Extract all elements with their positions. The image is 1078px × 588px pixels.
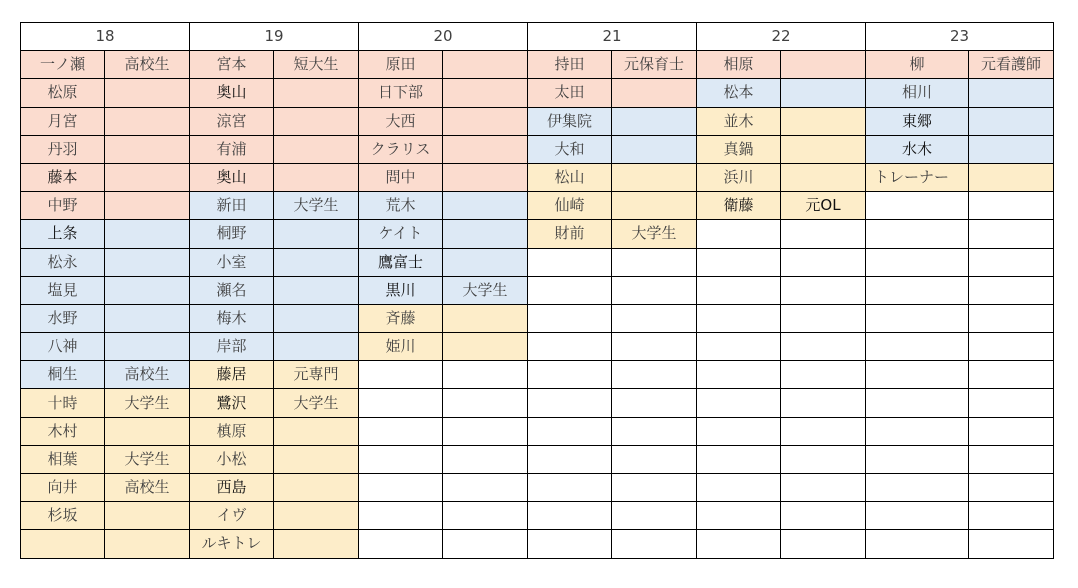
name-cell[interactable] — [697, 474, 781, 502]
name-cell[interactable] — [528, 276, 612, 304]
name-cell[interactable]: 日下部 — [359, 79, 443, 107]
note-cell[interactable] — [443, 163, 528, 191]
note-cell[interactable] — [443, 445, 528, 473]
note-cell[interactable]: 大学生 — [274, 192, 359, 220]
name-cell[interactable] — [866, 417, 969, 445]
name-cell[interactable] — [528, 304, 612, 332]
name-cell[interactable]: 新田 — [190, 192, 274, 220]
name-cell[interactable]: 問中 — [359, 163, 443, 191]
note-cell[interactable] — [443, 304, 528, 332]
name-cell[interactable]: 柳 — [866, 51, 969, 79]
name-cell[interactable]: 相葉 — [21, 445, 105, 473]
name-cell[interactable]: 姫川 — [359, 333, 443, 361]
note-cell[interactable] — [612, 192, 697, 220]
note-cell[interactable] — [274, 502, 359, 530]
note-cell[interactable] — [969, 135, 1054, 163]
note-cell[interactable] — [969, 389, 1054, 417]
note-cell[interactable]: 元看護師 — [969, 51, 1054, 79]
note-cell[interactable] — [781, 51, 866, 79]
note-cell[interactable]: 元OL — [781, 192, 866, 220]
name-cell[interactable]: 桐野 — [190, 220, 274, 248]
name-cell[interactable]: 松本 — [697, 79, 781, 107]
name-cell[interactable] — [359, 530, 443, 558]
table-row — [21, 474, 1054, 502]
note-cell[interactable] — [612, 276, 697, 304]
note-cell[interactable] — [612, 502, 697, 530]
note-cell[interactable] — [781, 361, 866, 389]
note-cell[interactable] — [781, 417, 866, 445]
name-cell[interactable]: 並木 — [697, 107, 781, 135]
note-cell[interactable] — [274, 276, 359, 304]
name-cell[interactable]: 丹羽 — [21, 135, 105, 163]
name-cell[interactable] — [866, 530, 969, 558]
note-cell[interactable] — [105, 530, 190, 558]
note-cell[interactable] — [781, 248, 866, 276]
name-cell[interactable]: 大和 — [528, 135, 612, 163]
name-cell[interactable] — [21, 530, 105, 558]
note-cell[interactable] — [443, 333, 528, 361]
name-cell[interactable]: 財前 — [528, 220, 612, 248]
note-cell[interactable] — [443, 51, 528, 79]
note-cell[interactable] — [969, 163, 1054, 191]
name-cell[interactable]: 藤居 — [190, 361, 274, 389]
name-cell[interactable]: 宮本 — [190, 51, 274, 79]
note-cell[interactable]: 大学生 — [612, 220, 697, 248]
name-cell[interactable] — [697, 502, 781, 530]
note-cell[interactable] — [443, 248, 528, 276]
table-row — [21, 79, 1054, 107]
name-cell[interactable]: 一ノ瀬 — [21, 51, 105, 79]
note-cell[interactable] — [969, 248, 1054, 276]
name-cell[interactable] — [866, 389, 969, 417]
table-row — [21, 417, 1054, 445]
note-cell[interactable] — [274, 417, 359, 445]
name-cell[interactable]: イヴ — [190, 502, 274, 530]
note-cell[interactable] — [274, 530, 359, 558]
table-row — [21, 135, 1054, 163]
note-cell[interactable] — [443, 79, 528, 107]
note-cell[interactable] — [969, 276, 1054, 304]
note-cell[interactable] — [105, 304, 190, 332]
name-cell[interactable]: 相川 — [866, 79, 969, 107]
name-cell[interactable]: 八神 — [21, 333, 105, 361]
note-cell[interactable] — [612, 107, 697, 135]
note-cell[interactable] — [969, 107, 1054, 135]
name-cell[interactable]: 水野 — [21, 304, 105, 332]
name-cell[interactable] — [866, 248, 969, 276]
name-cell[interactable]: 水木 — [866, 135, 969, 163]
note-cell[interactable] — [969, 361, 1054, 389]
name-cell[interactable] — [697, 530, 781, 558]
note-cell[interactable] — [781, 445, 866, 473]
age-header-cell[interactable]: 21 — [528, 23, 697, 51]
note-cell[interactable] — [781, 530, 866, 558]
note-cell[interactable] — [105, 248, 190, 276]
name-cell[interactable]: 木村 — [21, 417, 105, 445]
name-cell[interactable]: 小室 — [190, 248, 274, 276]
name-cell[interactable]: 松山 — [528, 163, 612, 191]
name-cell[interactable]: 塩見 — [21, 276, 105, 304]
name-cell[interactable]: ケイト — [359, 220, 443, 248]
name-cell[interactable] — [528, 474, 612, 502]
name-cell[interactable] — [528, 417, 612, 445]
note-cell[interactable] — [274, 445, 359, 473]
name-cell[interactable] — [866, 276, 969, 304]
name-cell[interactable]: 中野 — [21, 192, 105, 220]
note-cell[interactable] — [274, 163, 359, 191]
age-header-cell[interactable]: 18 — [21, 23, 190, 51]
name-cell[interactable]: 真鍋 — [697, 135, 781, 163]
table-row — [21, 304, 1054, 332]
note-cell[interactable] — [612, 417, 697, 445]
note-cell[interactable] — [274, 220, 359, 248]
note-cell[interactable] — [105, 192, 190, 220]
name-cell[interactable]: クラリス — [359, 135, 443, 163]
name-cell[interactable] — [697, 333, 781, 361]
note-cell[interactable] — [781, 474, 866, 502]
note-cell[interactable] — [781, 333, 866, 361]
name-cell[interactable]: 斉藤 — [359, 304, 443, 332]
table-row — [21, 389, 1054, 417]
name-cell[interactable] — [359, 502, 443, 530]
note-cell[interactable] — [969, 530, 1054, 558]
table-row — [21, 107, 1054, 135]
note-cell[interactable] — [969, 333, 1054, 361]
name-cell[interactable]: 相原 — [697, 51, 781, 79]
note-cell[interactable] — [274, 333, 359, 361]
name-cell[interactable] — [528, 248, 612, 276]
name-cell[interactable] — [359, 361, 443, 389]
note-cell[interactable]: 元保育士 — [612, 51, 697, 79]
age-header-cell[interactable]: 22 — [697, 23, 866, 51]
name-cell[interactable]: 伊集院 — [528, 107, 612, 135]
note-cell[interactable]: 大学生 — [443, 276, 528, 304]
name-cell[interactable] — [359, 474, 443, 502]
note-cell[interactable] — [969, 445, 1054, 473]
note-cell[interactable]: 短大生 — [274, 51, 359, 79]
note-cell[interactable] — [274, 474, 359, 502]
name-cell[interactable]: 向井 — [21, 474, 105, 502]
name-cell[interactable]: 持田 — [528, 51, 612, 79]
table-row — [21, 276, 1054, 304]
name-cell[interactable] — [697, 248, 781, 276]
note-cell[interactable] — [612, 135, 697, 163]
name-cell[interactable] — [866, 304, 969, 332]
note-cell[interactable] — [612, 530, 697, 558]
table-row — [21, 192, 1054, 220]
age-header-cell[interactable]: 19 — [190, 23, 359, 51]
name-cell[interactable] — [697, 361, 781, 389]
table-row — [21, 333, 1054, 361]
note-cell[interactable] — [443, 417, 528, 445]
note-cell[interactable] — [612, 304, 697, 332]
name-cell[interactable]: トレーナー — [866, 163, 969, 191]
name-cell[interactable]: 大西 — [359, 107, 443, 135]
name-cell[interactable] — [359, 389, 443, 417]
note-cell[interactable] — [105, 135, 190, 163]
note-cell[interactable] — [969, 474, 1054, 502]
name-cell[interactable]: 浜川 — [697, 163, 781, 191]
name-cell[interactable]: 月宮 — [21, 107, 105, 135]
name-cell[interactable]: 奥山 — [190, 79, 274, 107]
note-cell[interactable] — [105, 79, 190, 107]
name-cell[interactable] — [697, 389, 781, 417]
name-cell[interactable]: 鷺沢 — [190, 389, 274, 417]
note-cell[interactable] — [781, 220, 866, 248]
note-cell[interactable] — [781, 389, 866, 417]
note-cell[interactable] — [612, 389, 697, 417]
note-cell[interactable] — [443, 107, 528, 135]
note-cell[interactable] — [781, 135, 866, 163]
note-cell[interactable] — [443, 389, 528, 417]
name-cell[interactable] — [866, 361, 969, 389]
name-cell[interactable]: 西島 — [190, 474, 274, 502]
table-row — [21, 530, 1054, 558]
note-cell[interactable] — [443, 192, 528, 220]
note-cell[interactable]: 大学生 — [105, 389, 190, 417]
name-cell[interactable] — [697, 445, 781, 473]
note-cell[interactable] — [781, 163, 866, 191]
name-cell[interactable]: 鷹富士 — [359, 248, 443, 276]
name-cell[interactable]: 太田 — [528, 79, 612, 107]
note-cell[interactable] — [612, 163, 697, 191]
note-cell[interactable]: 高校生 — [105, 361, 190, 389]
table-row — [21, 51, 1054, 79]
name-cell[interactable]: 杉坂 — [21, 502, 105, 530]
name-cell[interactable]: 桐生 — [21, 361, 105, 389]
note-cell[interactable] — [105, 276, 190, 304]
note-cell[interactable] — [274, 107, 359, 135]
name-cell[interactable]: 小松 — [190, 445, 274, 473]
note-cell[interactable] — [612, 445, 697, 473]
note-cell[interactable] — [612, 361, 697, 389]
name-cell[interactable] — [528, 530, 612, 558]
note-cell[interactable] — [781, 502, 866, 530]
name-cell[interactable]: 荒木 — [359, 192, 443, 220]
name-cell[interactable]: 松原 — [21, 79, 105, 107]
name-cell[interactable] — [866, 333, 969, 361]
name-cell[interactable] — [697, 417, 781, 445]
name-cell[interactable] — [528, 361, 612, 389]
name-cell[interactable] — [866, 192, 969, 220]
table-row — [21, 502, 1054, 530]
note-cell[interactable] — [969, 192, 1054, 220]
note-cell[interactable] — [969, 304, 1054, 332]
note-cell[interactable] — [969, 417, 1054, 445]
name-cell[interactable] — [359, 445, 443, 473]
note-cell[interactable]: 大学生 — [274, 389, 359, 417]
age-roster-table — [20, 22, 1054, 559]
table-body — [21, 23, 1054, 559]
note-cell[interactable] — [969, 220, 1054, 248]
note-cell[interactable] — [443, 135, 528, 163]
age-header-cell[interactable]: 20 — [359, 23, 528, 51]
table-row — [21, 163, 1054, 191]
name-cell[interactable]: 上条 — [21, 220, 105, 248]
name-cell[interactable] — [866, 474, 969, 502]
name-cell[interactable]: 東郷 — [866, 107, 969, 135]
name-cell[interactable]: 岸部 — [190, 333, 274, 361]
note-cell[interactable] — [105, 107, 190, 135]
note-cell[interactable]: 大学生 — [105, 445, 190, 473]
name-cell[interactable] — [528, 502, 612, 530]
note-cell[interactable] — [612, 79, 697, 107]
name-cell[interactable]: 瀬名 — [190, 276, 274, 304]
note-cell[interactable] — [443, 530, 528, 558]
note-cell[interactable]: 高校生 — [105, 474, 190, 502]
note-cell[interactable] — [443, 502, 528, 530]
table-row — [21, 361, 1054, 389]
note-cell[interactable] — [105, 220, 190, 248]
name-cell[interactable] — [528, 389, 612, 417]
note-cell[interactable] — [443, 361, 528, 389]
note-cell[interactable] — [612, 248, 697, 276]
note-cell[interactable] — [274, 304, 359, 332]
note-cell[interactable] — [781, 79, 866, 107]
note-cell[interactable] — [105, 502, 190, 530]
name-cell[interactable]: 黒川 — [359, 276, 443, 304]
name-cell[interactable]: 松永 — [21, 248, 105, 276]
note-cell[interactable]: 元専門 — [274, 361, 359, 389]
name-cell[interactable] — [866, 445, 969, 473]
note-cell[interactable] — [105, 333, 190, 361]
note-cell[interactable] — [781, 276, 866, 304]
note-cell[interactable] — [612, 333, 697, 361]
note-cell[interactable] — [781, 107, 866, 135]
note-cell[interactable] — [443, 474, 528, 502]
note-cell[interactable] — [969, 79, 1054, 107]
name-cell[interactable]: 梅木 — [190, 304, 274, 332]
name-cell[interactable] — [697, 276, 781, 304]
name-cell[interactable] — [697, 220, 781, 248]
name-cell[interactable] — [528, 445, 612, 473]
note-cell[interactable] — [274, 248, 359, 276]
note-cell[interactable] — [105, 163, 190, 191]
name-cell[interactable] — [866, 220, 969, 248]
name-cell[interactable] — [866, 502, 969, 530]
note-cell[interactable] — [612, 474, 697, 502]
name-cell[interactable]: 奥山 — [190, 163, 274, 191]
name-cell[interactable]: 衛藤 — [697, 192, 781, 220]
name-cell[interactable]: 藤本 — [21, 163, 105, 191]
table-row — [21, 445, 1054, 473]
name-cell[interactable]: 十時 — [21, 389, 105, 417]
note-cell[interactable] — [781, 304, 866, 332]
name-cell[interactable]: 仙崎 — [528, 192, 612, 220]
age-header-cell[interactable]: 23 — [866, 23, 1054, 51]
note-cell[interactable] — [443, 220, 528, 248]
name-cell[interactable] — [359, 417, 443, 445]
name-cell[interactable]: 有浦 — [190, 135, 274, 163]
note-cell[interactable] — [274, 79, 359, 107]
table-row — [21, 220, 1054, 248]
name-cell[interactable]: 涼宮 — [190, 107, 274, 135]
name-cell[interactable] — [528, 333, 612, 361]
name-cell[interactable]: ルキトレ — [190, 530, 274, 558]
name-cell[interactable]: 原田 — [359, 51, 443, 79]
name-cell[interactable]: 槙原 — [190, 417, 274, 445]
note-cell[interactable] — [105, 417, 190, 445]
table-row — [21, 248, 1054, 276]
note-cell[interactable]: 高校生 — [105, 51, 190, 79]
note-cell[interactable] — [969, 502, 1054, 530]
header-row — [21, 23, 1054, 51]
note-cell[interactable] — [274, 135, 359, 163]
name-cell[interactable] — [697, 304, 781, 332]
